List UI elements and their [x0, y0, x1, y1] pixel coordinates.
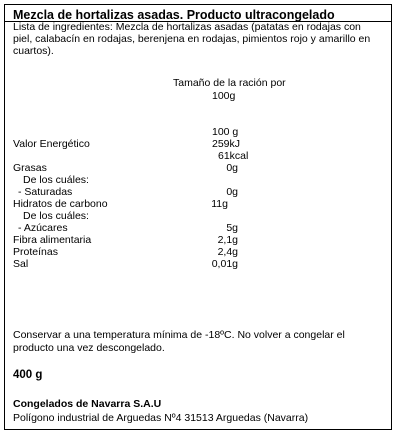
nutrient-label: De los cuáles:: [23, 174, 89, 186]
nutrient-value: 5g: [226, 222, 238, 234]
nutrient-label: - Azúcares: [18, 222, 68, 234]
nutrient-label: Proteínas: [13, 246, 58, 258]
column-header: 100 g: [212, 126, 239, 138]
nutrition-label: [4, 4, 392, 430]
nutrient-value: 2,4g: [217, 246, 238, 258]
nutrient-label: Fibra alimentaria: [13, 234, 92, 246]
serving-size-label: Tamaño de la ración por: [173, 77, 286, 89]
nutrient-label: De los cuáles:: [23, 210, 89, 222]
nutrient-value: 0g: [226, 162, 238, 174]
storage-instructions: Conservar a una temperatura mínima de -18ºC. No volver a congelar el producto una vez descongelado.: [13, 329, 345, 354]
energy-kcal: 61kcal: [218, 150, 249, 162]
nutrient-label: - Saturadas: [18, 186, 73, 198]
nutrient-label: Sal: [13, 258, 29, 270]
nutrient-label: Hidratos de carbono: [13, 198, 108, 210]
nutrient-label: Grasas: [13, 162, 47, 174]
energy-label: Valor Energético: [13, 138, 90, 150]
energy-kj: 259kJ: [212, 138, 241, 150]
nutrient-value: 0g: [226, 186, 238, 198]
nutrient-value: 11g: [211, 198, 228, 210]
ingredients-list: Lista de ingredientes: Mezcla de hortalizas asadas (patatas en rodajas con piel, calabacín en rodajas, berenjena en rodajas, pimientos rojo y amarillo en cuartos).: [13, 21, 371, 57]
nutrient-value: 0,01g: [211, 258, 238, 270]
company-name: Congelados de Navarra S.A.U: [13, 398, 162, 410]
net-weight: 400 g: [13, 369, 43, 381]
company-address: Polígono industrial de Arguedas Nº4 31513 Arguedas (Navarra): [13, 412, 309, 424]
product-title: Mezcla de hortalizas asadas. Producto ultracongelado: [13, 8, 335, 22]
serving-size-value: 100g: [212, 90, 236, 102]
nutrient-value: 2,1g: [217, 234, 238, 246]
